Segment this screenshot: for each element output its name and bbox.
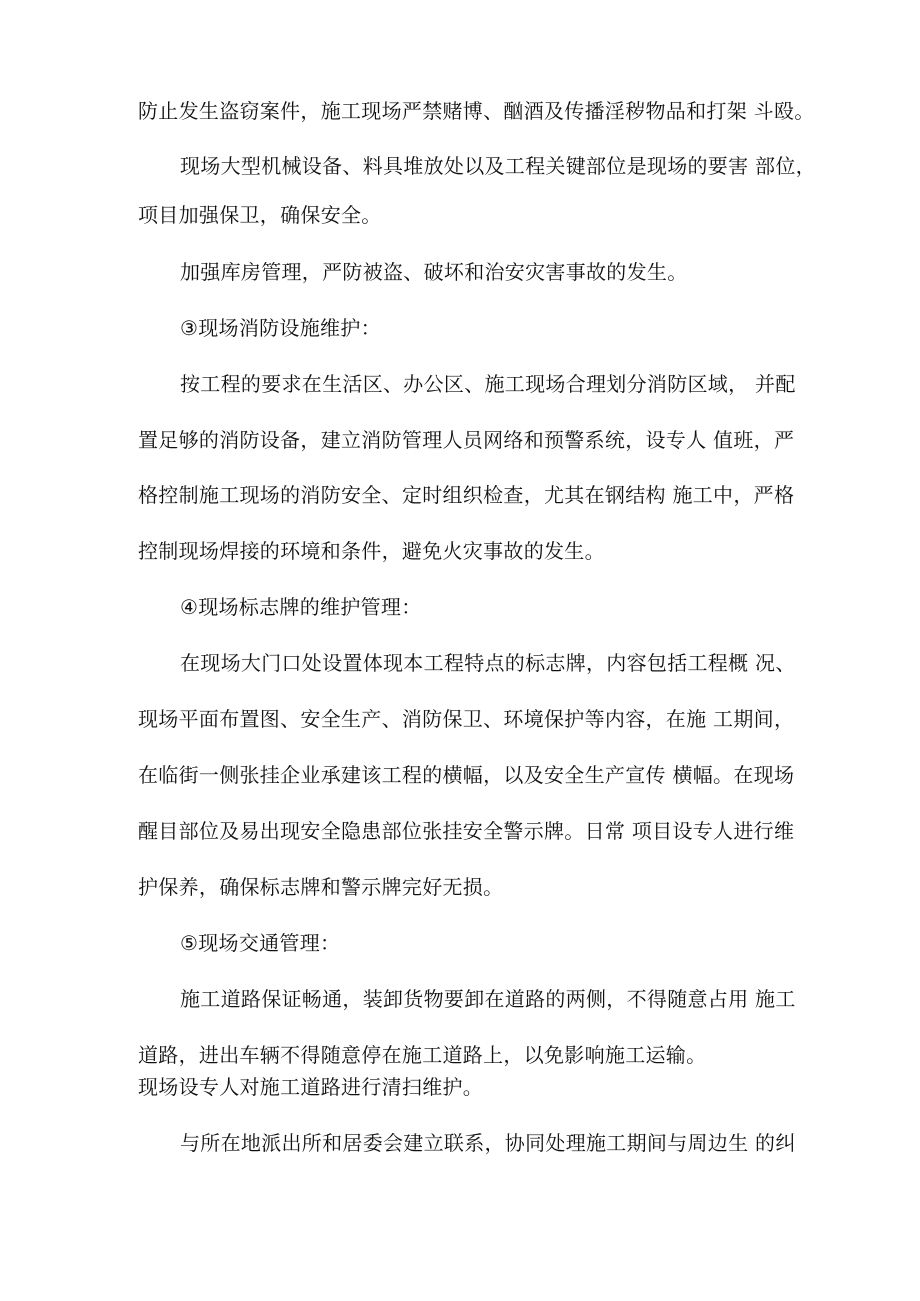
- section-heading-signs: ④现场标志牌的维护管理：: [180, 595, 422, 619]
- text-line-19: 现场设专人对施工道路进行清扫维护。: [138, 1075, 484, 1099]
- text-line-13: 在临街一侧张挂企业承建该工程的横幅，以及安全生产宣传 横幅。在现场: [138, 763, 795, 787]
- text-line-8: 格控制施工现场的消防安全、定时组织检查，尤其在钢结构 施工中，严格: [138, 483, 795, 507]
- section-heading-traffic: ⑤现场交通管理：: [180, 931, 341, 955]
- text-line-4: 加强库房管理，严防被盗、破坏和治安灾害事故的发生。: [180, 260, 688, 284]
- text-line-1: 防止发生盗窃案件，施工现场严禁赌博、酗酒及传播淫秽物品和打架 斗殴。: [138, 99, 815, 123]
- text-line-6: 按工程的要求在生活区、办公区、施工现场合理划分消防区域， 并配: [180, 372, 796, 396]
- text-line-9: 控制现场焊接的环境和条件，避免火灾事故的发生。: [138, 539, 605, 563]
- text-line-3: 项目加强保卫，确保安全。: [138, 203, 382, 227]
- text-line-18: 道路，进出车辆不得随意停在施工道路上，以免影响施工运输。: [138, 1043, 707, 1067]
- text-line-12: 现场平面布置图、安全生产、消防保卫、环境保护等内容，在施 工期间，: [138, 707, 795, 731]
- text-line-17: 施工道路保证畅通，装卸货物要卸在道路的两侧，不得随意占用 施工: [180, 987, 796, 1011]
- text-line-7: 置足够的消防设备，建立消防管理人员网络和预警系统，设专人 值班，严: [138, 428, 795, 452]
- section-heading-fire: ③现场消防设施维护：: [180, 316, 381, 340]
- text-line-11: 在现场大门口处设置体现本工程特点的标志牌，内容包括工程概 况、: [180, 651, 796, 675]
- text-line-20: 与所在地派出所和居委会建立联系，协同处理施工期间与周边生 的纠: [180, 1131, 796, 1155]
- text-line-15: 护保养，确保标志牌和警示牌完好无损。: [138, 875, 504, 899]
- text-line-2: 现场大型机械设备、料具堆放处以及工程关键部位是现场的要害 部位，: [180, 154, 816, 178]
- text-line-14: 醒目部位及易出现安全隐患部位张挂安全警示牌。日常 项目设专人进行维: [138, 819, 795, 843]
